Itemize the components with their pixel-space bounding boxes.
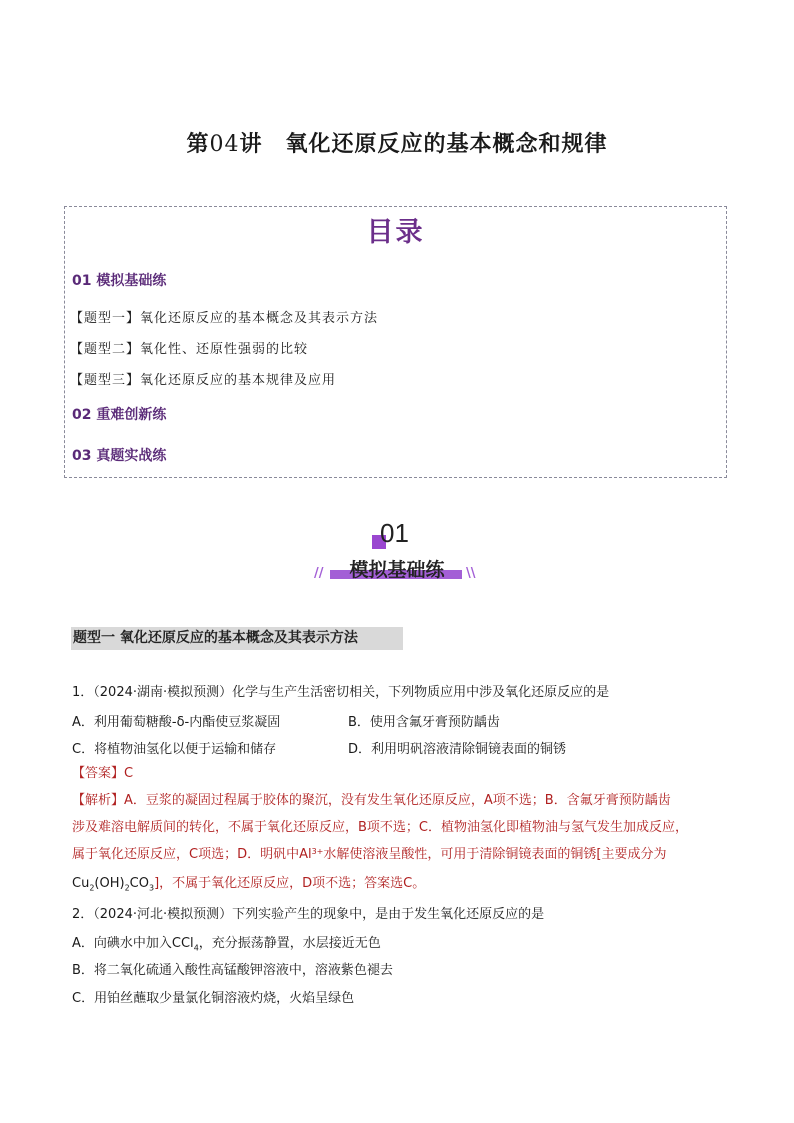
analysis-text-4: ]，不属于氧化还原反应，D项不选；答案选C。 — [154, 876, 426, 891]
toc-heading: 目录 — [366, 217, 425, 248]
analysis-text-3b: 水解使溶液呈酸性，可用于清除铜镜表面的铜锈[主要成分为 — [323, 847, 667, 862]
analysis-label: 【解析】 — [72, 793, 125, 808]
formula-co: CO — [129, 876, 149, 891]
analysis-text-1: A．豆浆的凝固过程属于胶体的聚沉，没有发生氧化还原反应，A项不选；B．含氟牙膏预防龋齿 — [124, 793, 671, 808]
question-1-analysis-line-1 — [72, 792, 671, 810]
page-title — [0, 127, 794, 158]
question-1-analysis-line-2: 涉及难溶电解质间的转化，不属于氧化还原反应，B项不选；C．植物油氢化即植物油与氢气发生加成反应， — [72, 820, 688, 835]
section-banner — [0, 518, 794, 588]
question-1-analysis-line-4 — [72, 875, 425, 898]
formula-sub-3: 3 — [148, 883, 155, 893]
analysis-superscript: 3+ — [311, 847, 324, 856]
banner-title: 模拟基础练 — [349, 559, 445, 581]
banner-right-slash: \\ — [466, 566, 476, 581]
question-type-heading: 题型一 氧化还原反应的基本概念及其表示方法 — [71, 627, 403, 650]
formula-oh: (OH) — [94, 876, 125, 891]
toc-item-type-1[interactable]: 【题型一】氧化还原反应的基本概念及其表示方法 — [70, 311, 379, 326]
question-2-option-c: C．用铂丝蘸取少量氯化铜溶液灼烧，火焰呈绿色 — [72, 991, 355, 1006]
formula-sub-2: 2 — [124, 883, 130, 893]
title-number: 04 — [209, 132, 240, 157]
option-a-suffix: ，充分振荡静置，水层接近无色 — [198, 936, 381, 951]
formula-sub-1: 2 — [89, 883, 95, 893]
answer-label: 【答案】 — [72, 766, 125, 781]
question-1-answer — [72, 765, 133, 783]
table-of-contents — [64, 206, 727, 478]
question-1-option-d: D．利用明矾溶液清除铜镜表面的铜锈 — [348, 742, 567, 757]
formula-ccl: CCl — [171, 936, 194, 951]
banner-left-slash: // — [314, 566, 324, 581]
question-1-option-c: C．将植物油氢化以便于运输和储存 — [72, 742, 277, 757]
toc-item-type-2[interactable]: 【题型二】氧化性、还原性强弱的比较 — [70, 342, 309, 357]
option-a-prefix: A．向碘水中加入 — [72, 936, 172, 951]
banner-number: 01 — [380, 518, 409, 548]
question-1-option-b: B．使用含氟牙膏预防龋齿 — [348, 715, 500, 730]
answer-value: C — [124, 766, 134, 781]
toc-section-2[interactable]: 02 重难创新练 — [72, 407, 167, 423]
question-1-stem: 1．（2024·湖南·模拟预测）化学与生产生活密切相关，下列物质应用中涉及氧化还原反应的是 — [72, 685, 610, 700]
toc-item-type-3[interactable]: 【题型三】氧化还原反应的基本规律及应用 — [70, 373, 337, 388]
toc-section-3[interactable]: 03 真题实战练 — [72, 448, 167, 464]
question-2-stem: 2．（2024·河北·模拟预测）下列实验产生的现象中，是由于发生氧化还原反应的是 — [72, 907, 545, 922]
title-text: 讲 氧化还原反应的基本概念和规律 — [239, 132, 608, 157]
question-2-option-b: B．将二氧化硫通入酸性高锰酸钾溶液中，溶液紫色褪去 — [72, 963, 393, 978]
question-2-option-a — [72, 935, 381, 958]
title-prefix: 第 — [186, 132, 210, 157]
question-1-option-a: A．利用葡萄糖酸-δ-内酯使豆浆凝固 — [72, 715, 281, 730]
question-1-analysis-line-3 — [72, 846, 666, 864]
toc-section-1[interactable]: 01 模拟基础练 — [72, 273, 167, 289]
analysis-text-3a: 属于氧化还原反应，C项选；D．明矾中Al — [72, 847, 312, 862]
formula-cu: Cu — [72, 876, 90, 891]
formula-sub: 4 — [193, 943, 199, 953]
